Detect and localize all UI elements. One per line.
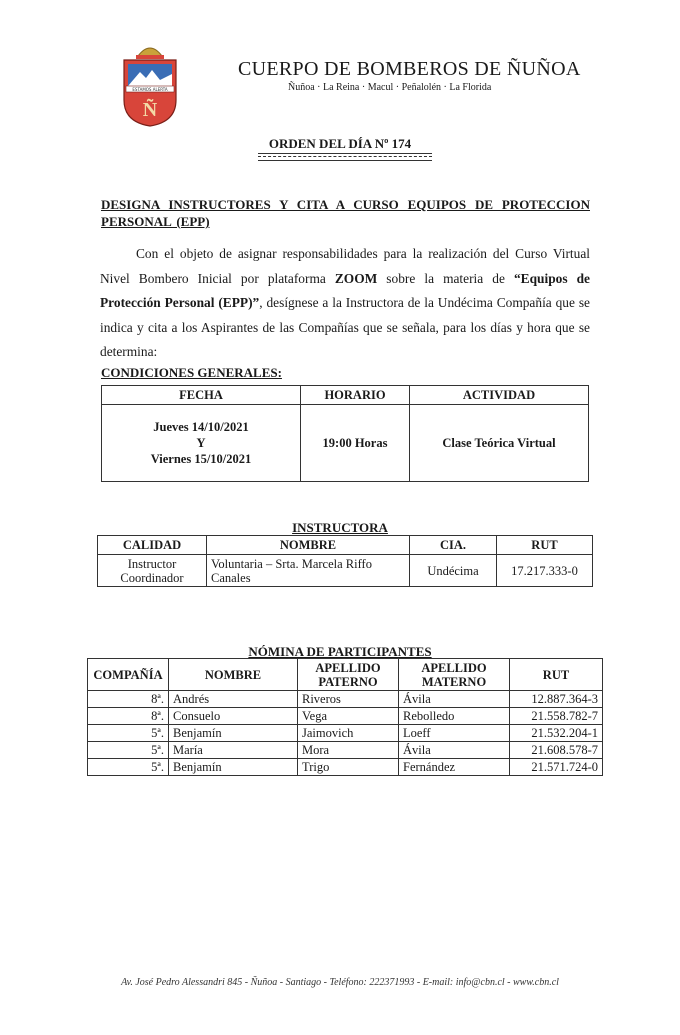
order-subject: DESIGNA INSTRUCTORES Y CITA A CURSO EQUIPOS DE PROTECCION PERSONAL (EPP) xyxy=(101,197,590,229)
cell-compania: 5ª. xyxy=(88,759,169,776)
fecha-line-2: Y xyxy=(196,436,206,450)
header-nombre: NOMBRE xyxy=(169,659,298,691)
header-calidad: CALIDAD xyxy=(98,536,207,555)
conditions-table xyxy=(101,385,589,482)
calidad-line-2: Coordinador xyxy=(120,570,184,585)
materno-line-2: MATERNO xyxy=(421,674,487,689)
fecha-line-1: Jueves 14/10/2021 xyxy=(153,420,249,434)
cell-paterno: Trigo xyxy=(298,759,399,776)
instructor-title: INSTRUCTORA xyxy=(292,520,388,535)
table-row xyxy=(88,759,603,776)
body-course-name: “Equipos de Protección Personal (EPP)” xyxy=(100,270,590,311)
cell-materno: Rebolledo xyxy=(399,708,510,725)
order-title-double-rule xyxy=(258,153,432,161)
table-row xyxy=(88,742,603,759)
cell-rut: 21.558.782-7 xyxy=(510,708,603,725)
header-rut: RUT xyxy=(497,536,593,555)
organization-title: CUERPO DE BOMBEROS DE ÑUÑOA xyxy=(238,58,581,80)
cell-rut: 17.217.333-0 xyxy=(497,555,593,587)
header-horario: HORARIO xyxy=(301,386,410,405)
participants-table xyxy=(87,658,603,776)
cell-rut: 21.608.578-7 xyxy=(510,742,603,759)
logo-motto: ESTAMOS ALERTA xyxy=(132,87,168,92)
header-apellido-materno xyxy=(399,659,510,691)
conditions-title: CONDICIONES GENERALES: xyxy=(101,365,282,380)
cell-paterno: Mora xyxy=(298,742,399,759)
cell-paterno: Vega xyxy=(298,708,399,725)
cell-compania: 8ª. xyxy=(88,708,169,725)
organization-communes: Ñuñoa · La Reina · Macul · Peñalolén · La Florida xyxy=(288,82,492,93)
cell-nombre xyxy=(207,555,410,587)
body-part-1: Con el objeto de asignar responsabilidades para la realización del Curso Virtual Nivel Bombero Inicial por plataforma xyxy=(100,246,590,286)
header-actividad: ACTIVIDAD xyxy=(410,386,589,405)
cell-nombre: María xyxy=(169,742,298,759)
cell-rut: 12.887.364-3 xyxy=(510,691,603,708)
conditions-header-row xyxy=(102,386,589,405)
instructor-row xyxy=(98,555,593,587)
header-nombre: NOMBRE xyxy=(207,536,410,555)
instructor-header-row xyxy=(98,536,593,555)
cell-materno: Ávila xyxy=(399,742,510,759)
fire-brigade-shield-logo xyxy=(120,38,180,128)
body-platform: ZOOM xyxy=(334,270,378,286)
cell-compania: 8ª. xyxy=(88,691,169,708)
cell-paterno: Jaimovich xyxy=(298,725,399,742)
paterno-line-1: APELLIDO xyxy=(315,660,381,675)
nombre-line-1: Voluntaria – Srta. Marcela Riffo xyxy=(211,556,372,571)
participants-header-row xyxy=(88,659,603,691)
header-fecha: FECHA xyxy=(102,386,301,405)
table-row xyxy=(88,708,603,725)
participants-title: NÓMINA DE PARTICIPANTES xyxy=(248,644,432,659)
cell-fecha xyxy=(102,405,301,482)
header-rut: RUT xyxy=(510,659,603,691)
cell-materno: Loeff xyxy=(399,725,510,742)
body-part-3: , desígnese a la Instructora de la Undécima Compañía que se indica y cita a los Aspirantes de las Compañías que se señala, para los días y hora que se determina: xyxy=(100,295,590,360)
cell-compania: 5ª. xyxy=(88,742,169,759)
cell-actividad: Clase Teórica Virtual xyxy=(410,405,589,482)
table-row xyxy=(88,691,603,708)
cell-nombre: Benjamín xyxy=(169,725,298,742)
cell-rut: 21.571.724-0 xyxy=(510,759,603,776)
cell-rut: 21.532.204-1 xyxy=(510,725,603,742)
table-row xyxy=(88,725,603,742)
body-part-2: sobre la materia de xyxy=(377,270,514,286)
materno-line-1: APELLIDO xyxy=(421,660,487,675)
paterno-line-2: PATERNO xyxy=(318,674,378,689)
cell-nombre: Benjamín xyxy=(169,759,298,776)
cell-materno: Fernández xyxy=(399,759,510,776)
conditions-row xyxy=(102,405,589,482)
fecha-line-3: Viernes 15/10/2021 xyxy=(150,452,252,466)
cell-cia: Undécima xyxy=(410,555,497,587)
nombre-line-2: Canales xyxy=(211,570,251,585)
header-apellido-paterno xyxy=(298,659,399,691)
cell-materno: Ávila xyxy=(399,691,510,708)
order-title: ORDEN DEL DÍA Nº 174 xyxy=(268,136,412,151)
header-compania: COMPAÑÍA xyxy=(88,659,169,691)
cell-calidad xyxy=(98,555,207,587)
header-cia: CIA. xyxy=(410,536,497,555)
cell-horario: 19:00 Horas xyxy=(301,405,410,482)
footer-contact: Av. José Pedro Alessandri 845 - Ñuñoa - Santiago - Teléfono: 222371993 - E-mail: info@cbn.cl - www.cbn.cl xyxy=(121,977,559,988)
cell-compania: 5ª. xyxy=(88,725,169,742)
calidad-line-1: Instructor xyxy=(127,556,177,571)
cell-paterno: Riveros xyxy=(298,691,399,708)
cell-nombre: Andrés xyxy=(169,691,298,708)
instructor-table xyxy=(97,535,593,587)
order-body-paragraph xyxy=(100,242,590,365)
cell-nombre: Consuelo xyxy=(169,708,298,725)
logo-letter: Ñ xyxy=(142,99,158,121)
